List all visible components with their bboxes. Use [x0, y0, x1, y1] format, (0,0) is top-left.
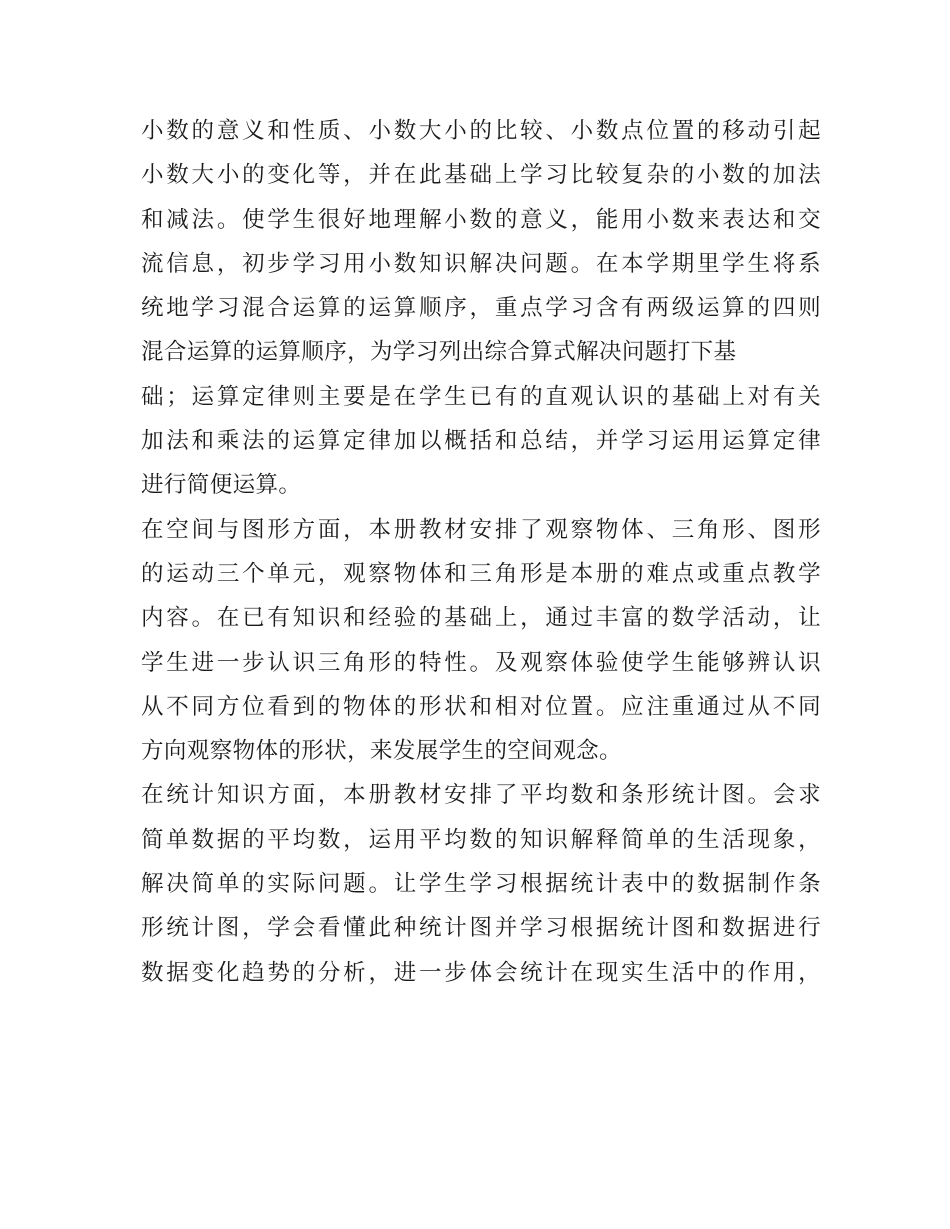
text-line: 小数的意义和性质、小数大小的比较、小数点位置的移动引起 — [141, 118, 821, 144]
text-line: 解决简单的实际问题。让学生学习根据统计表中的数据制作条 — [141, 871, 821, 898]
text-line: 加法和乘法的运算定律加以概括和总结，并学习运用运算定律 — [141, 428, 821, 455]
text-line: 简单数据的平均数，运用平均数的知识解释简单的生活现象， — [141, 826, 821, 853]
text-line: 学生进一步认识三角形的特性。及观察体验使学生能够辨认识 — [141, 649, 821, 676]
text-line: 在统计知识方面，本册教材安排了平均数和条形统计图。会求 — [141, 782, 821, 809]
text-line: 数据变化趋势的分析，进一步体会统计在现实生活中的作用， — [141, 959, 821, 986]
text-line: 内容。在已有知识和经验的基础上，通过丰富的数学活动，让 — [141, 605, 821, 632]
text-line: 形统计图，学会看懂此种统计图并学习根据统计图和数据进行 — [141, 915, 821, 942]
text-line: 统地学习混合运算的运算顺序，重点学习含有两级运算的四则 — [141, 295, 821, 322]
text-line: 的运动三个单元，观察物体和三角形是本册的难点或重点教学 — [141, 560, 821, 587]
text-line: 础；运算定律则主要是在学生已有的直观认识的基础上对有关 — [141, 383, 821, 410]
text-line: 流信息，初步学习用小数知识解决问题。在本学期里学生将系 — [141, 250, 821, 277]
text-line: 方向观察物体的形状，来发展学生的空间观念。 — [141, 738, 622, 765]
text-line: 小数大小的变化等，并在此基础上学习比较复杂的小数的加法 — [141, 162, 821, 189]
text-line: 从不同方位看到的物体的形状和相对位置。应注重通过从不同 — [141, 693, 821, 720]
text-line: 混合运算的运算顺序，为学习列出综合算式解决问题打下基 — [141, 339, 737, 366]
text-line: 和减法。使学生很好地理解小数的意义，能用小数来表达和交 — [141, 206, 821, 233]
text-line: 在空间与图形方面，本册教材安排了观察物体、三角形、图形 — [141, 516, 821, 543]
body-text — [141, 109, 821, 995]
text-line: 进行简便运算。 — [141, 472, 302, 499]
